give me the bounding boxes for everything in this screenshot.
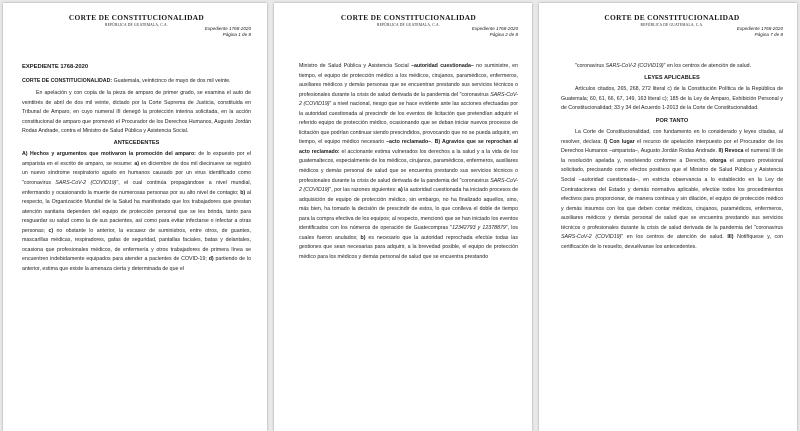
bold-text: I) Con lugar (603, 138, 635, 145)
page-body (561, 62, 783, 252)
text: " en los centros de atención de salud. (663, 63, 752, 69)
expediente-heading: EXPEDIENTE 1768-2020 (22, 64, 89, 70)
text: el amparo provisional solicitado, precisando como efectos positivos que el Ministro de Salud Pública y Asistencia Social –autoridad cuestionada–, en estricta observancia a lo establecido en la Ley de Contrataciones del Estado y demás normativa aplicable, efectúe todos los procedimientos efectivos para proporcionar, de manera continua y sin dilación, el equipo de protección médico y demás insumos con los que deben contar médicos, cirujanos, paramédicos, enfermeros, auxiliares médicos y demás personal de salud que se encuentra prestando sus servicios técnicos o profesionales durante la crisis de salud derivada de la pandemia del "coronavirus (561, 157, 784, 231)
text: es necesario que la autoridad reprochada efectúe todas las gestiones que sean necesarias para adquirir, a la brevedad posible, el equipo de protección médico para los médicos y demás personal de salud que se encuentra prestando (299, 234, 518, 260)
section-heading: POR TANTO (655, 117, 689, 124)
bold-text: d) (208, 256, 214, 263)
text: ", el cual continúa propagándose a nivel mundial, enfermando y ocasionando la muerte de numerosas personas por su alto nivel de contagio; (22, 180, 252, 196)
page-header (561, 13, 783, 53)
page-meta (737, 26, 783, 38)
bold-text: A) Hechos y argumentos que motivaron la promoción del amparo: (22, 151, 196, 158)
paragraph: En apelación y con copia de la pieza de amparo de primer grado, se examina el auto de veintitrés de abril de dos mil veinte, dictado por la Corte Suprema de Justicia, constituida en Tribunal de Amparo, en cuyo numeral III denegó la protección interina solicitada, en la acción constitucional de amparo que promovió el Procurador de los Derechos Humanos, Augusto Jordán Rodas Andrade, contra el Ministro de Salud Pública y Asistencia Social. (22, 90, 251, 135)
court-name: CORTE DE CONSTITUCIONALIDAD (340, 13, 477, 22)
court-city: REPÚBLICA DE GUATEMALA, C.A. (105, 23, 168, 27)
text: no suministre, en tiempo, el equipo de protección médico a los médicos, cirujanos, paramédicos, enfermeros, auxiliares médicos y demás personas que se encuentran prestando sus servicios técnicos o profesionales durante la crisis de salud derivada de la pandemia del "coronavirus (299, 63, 518, 98)
bold-text: b) (240, 189, 246, 196)
text: La Corte de Constitucionalidad, con fundamento en lo considerado y leyes citadas, al resolver, declara: (561, 129, 783, 145)
text: el recurso de apelación interpuesto por el Procurador de los Derechos Humanos –amparista–, Augusto Jordán Rodas Andrade. (561, 138, 783, 155)
bold-text: –acto reclamado– (386, 139, 432, 146)
expediente-label: Expediente 1768-2020 (736, 26, 783, 31)
paragraph (22, 150, 251, 274)
text: el accionante estima vulnerados los derechos a la salud y a la vida de los guatemaltecos, especialmente de los médicos, cirujanos, paramédicos, enfermeros, auxiliares médicos y demás personal de salud que se encuentra prestando sus servicios técnicos o profesionales durante la crisis de salud derivada de la pandemia del "coronavirus (299, 148, 519, 184)
page-body (299, 62, 518, 262)
bold-text: a) (398, 187, 403, 194)
court-city: REPÚBLICA DE GUATEMALA, C.A. (640, 23, 704, 27)
page-label: Página 2 de 8 (489, 32, 518, 37)
italic-text: 12342793 y 12378879 (452, 225, 506, 232)
bold-text: II) Revoca (718, 148, 744, 155)
bold-text: CORTE DE CONSTITUCIONALIDAD: (22, 77, 113, 84)
section-heading: ANTECEDENTES (113, 139, 160, 146)
italic-text: SARS-CoV-2 (COVID19) (561, 234, 622, 241)
text: al respecto, la Organización Mundial de la Salud ha manifestado que los trabajadores que prestan atención sanitaria dependen del equipo de protección personal que se les brinda, tanto para resguardar su salud como la de sus pacientes, así como para evitar infectarse o infectar a otras personas; (22, 189, 252, 234)
text: "coronavirus (575, 63, 606, 69)
text: el numeral III de la resolución apelada y, resolviendo conforme a Derecho, (561, 148, 783, 164)
court-city: REPÚBLICA DE GUATEMALA, C.A. (377, 23, 440, 27)
text: " en los centros de atención de salud. (621, 234, 728, 241)
paragraph (22, 77, 251, 87)
page-header (299, 13, 518, 53)
bold-text: b) (360, 234, 366, 241)
document-page-2[interactable] (274, 3, 532, 431)
text: Guatemala, veinticinco de mayo de dos mil veinte. (112, 77, 231, 84)
italic-text: SARS-CoV-2 (COVID19) (299, 91, 518, 108)
text: . (431, 139, 435, 146)
paragraph: Artículos citados, 265, 268, 272 literal c) de la Constitución Política de la República de Guatemala; 60, 61, 66, 67, 149, 163 literal c); 185 de la Ley de Amparo, Exhibición Personal y de Constitucionalidad; 33 y 34 del Acuerdo 1-2013 de la Corte de Constitucionalidad. (561, 86, 783, 112)
text: en diciembre de dos mil diecinueve se registró un nuevo síndrome respiratorio agudo en humanos causado por un virus identificado como "coronavirus (22, 160, 251, 187)
page-label: Página 7 de 8 (754, 32, 783, 37)
text: ", los cuales fueron anulados; (299, 225, 518, 241)
page-label: Página 1 de 8 (222, 32, 251, 37)
bold-text: c) (48, 227, 54, 234)
court-name: CORTE DE CONSTITUCIONALIDAD (604, 13, 740, 22)
text: no obstante lo anterior, la escasez de suministros, entre otros, de guantes, mascarillas médicas, respiradores, gafas de seguridad, pantallas faciales, batas y delantales, ocasiona que profesionales médicos, de enfermería y otros trabajadores de primera línea se encuentren indebidamente equipados para atender a pacientes de COVID-19; (22, 227, 252, 263)
page-header (22, 13, 251, 53)
page-meta (205, 26, 251, 38)
italic-text: SARS-CoV-2 (COVID19) (605, 63, 664, 69)
expediente-label: Expediente 1768-2020 (204, 26, 251, 31)
court-name: CORTE DE CONSTITUCIONALIDAD (68, 13, 205, 22)
paragraph (561, 62, 783, 72)
text: la autoridad cuestionada ha iniciado procesos de adquisición de equipo de protección médico, sin embargo, no ha finalizado aquellos, sino, más bien, ha tomado la decisión de prescindir de estos, lo que conlleva el doble de tiempo para la compra efectiva de los equipos; al respecto, mencionó que se han iniciado los eventos identificados con los números de operación de Guatecompras " (299, 187, 519, 232)
document-page-7[interactable] (539, 3, 797, 431)
text: Notifíquese y, con certificación de lo resuelto, devuélvanse los antecedentes. (561, 234, 784, 250)
bold-text: –autoridad cuestionada– (411, 63, 474, 69)
document-page-1[interactable] (3, 3, 267, 431)
text: partiendo de lo anterior, estima que existe la amenaza cierta y determinada de que el (22, 256, 251, 272)
bold-text: otorga (710, 157, 727, 164)
bold-text: B) Agravios que se reprochan al acto reclamado: (299, 139, 518, 155)
text: Ministro de Salud Pública y Asistencia Social (299, 63, 412, 69)
paragraph (299, 62, 518, 262)
expediente-label: Expediente 1768-2020 (471, 26, 518, 31)
bold-text: a) (134, 160, 139, 167)
bold-text: III) (727, 234, 734, 241)
text: " a nivel nacional, riesgo que se hace evidente ante las acciones efectuadas por la autoridad cuestionada al prescindir de los eventos de licitación que pretendían adquirir el referido equipo de protección médico, ocasionando que se deban iniciar nuevos procesos de licitación que podrían continuar siendo prescindidos, provocando que no se pueda adquirir, en tiempo, el equipo médico necesario (299, 101, 518, 146)
paragraph (561, 128, 783, 252)
italic-text: SARS-CoV-2 (COVID19) (299, 177, 518, 194)
page-meta (472, 26, 518, 38)
section-heading: LEYES APLICABLES (644, 74, 700, 81)
text: de lo expuesto por el amparista en el escrito de amparo, se resume: (22, 151, 251, 167)
page-body (22, 63, 251, 274)
italic-text: SARS-CoV-2 (COVID19) (55, 180, 117, 187)
text: ", por las razones siguientes: (329, 187, 399, 194)
